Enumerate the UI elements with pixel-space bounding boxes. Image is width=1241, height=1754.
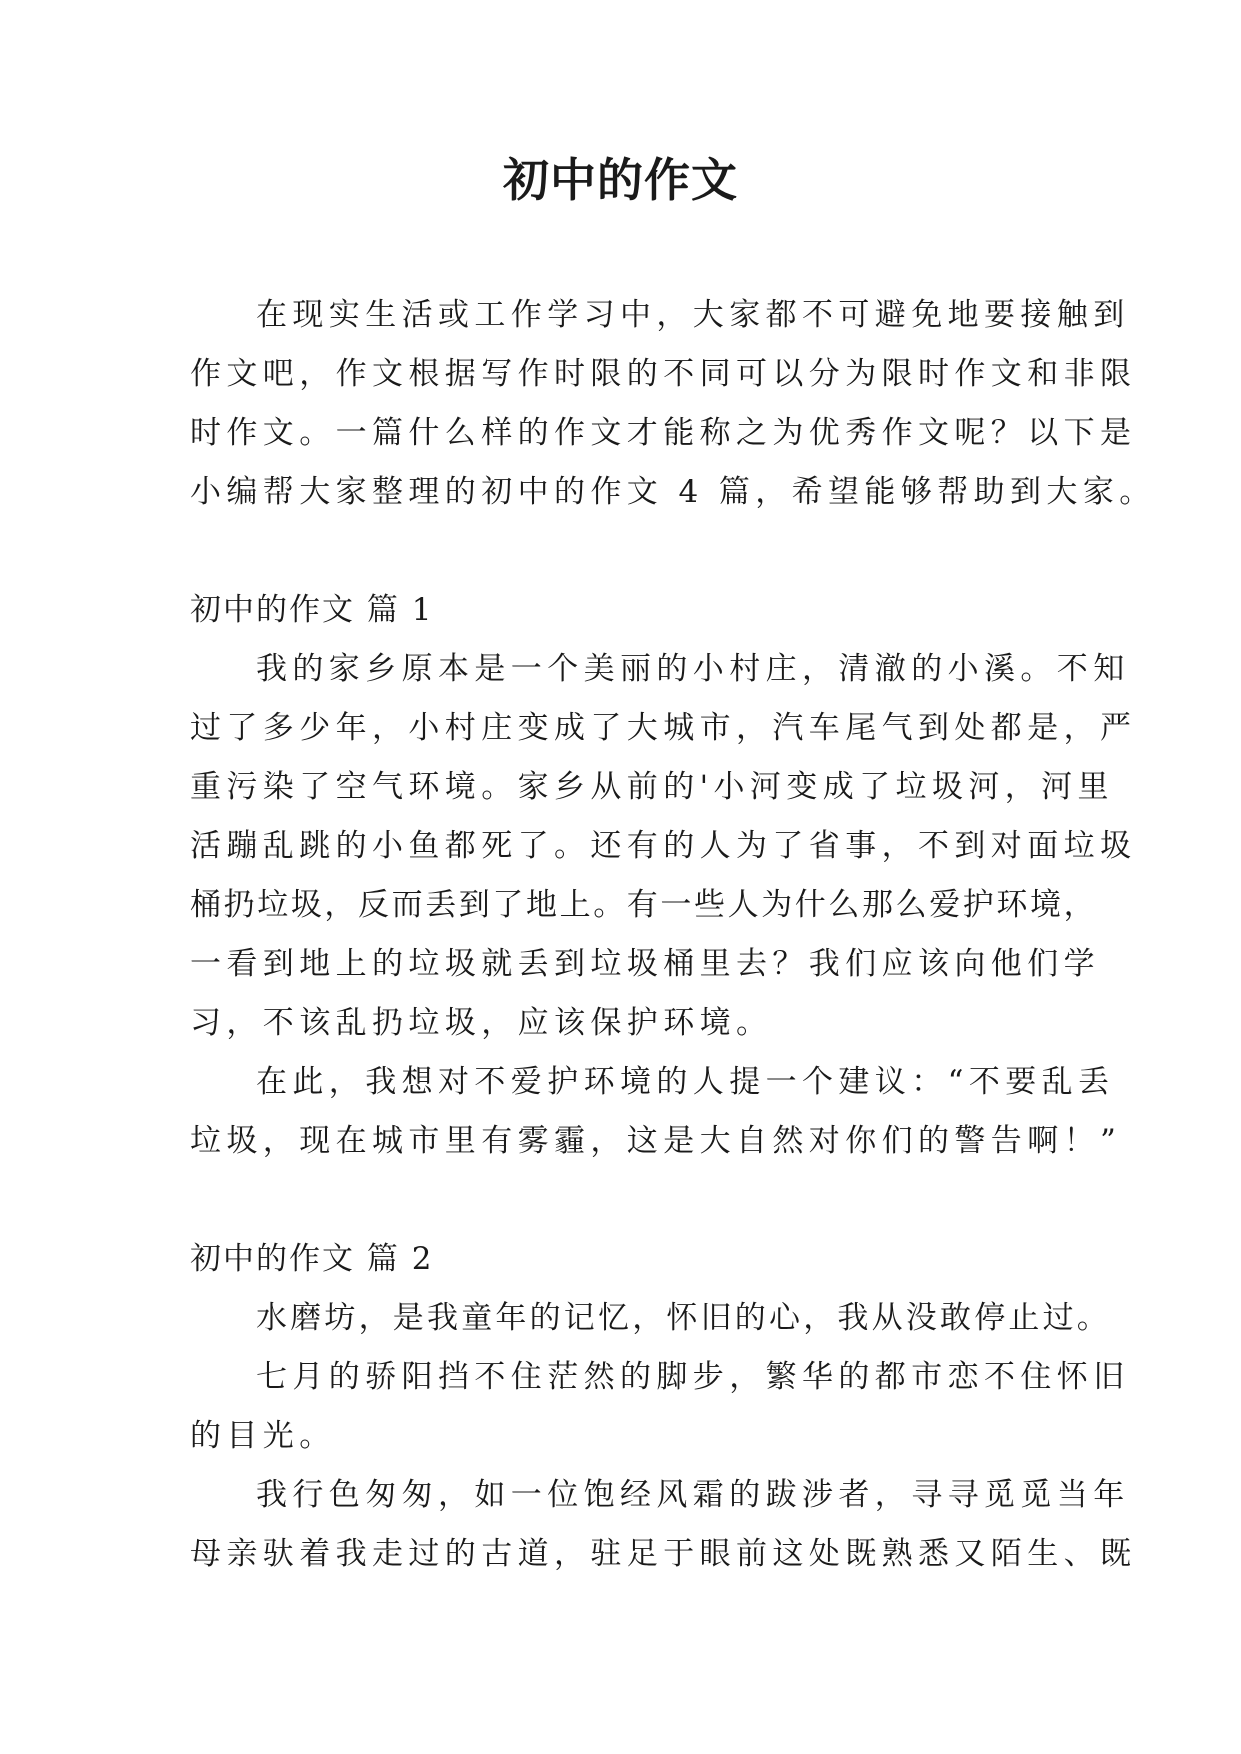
text-line: 过了多少年，小村庄变成了大城市，汽车尾气到处都是，严 <box>190 710 1137 746</box>
paragraph-gap <box>190 522 1070 581</box>
text-line: 在此，我想对不爱护环境的人提一个建议：“不要乱丢 <box>256 1064 1115 1100</box>
text-line: 垃圾，现在城市里有雾霾，这是大自然对你们的警告啊！” <box>190 1123 1122 1159</box>
document-title: 初中的作文 <box>503 153 738 207</box>
section-heading-1: 初中的作文 篇 1 <box>190 592 434 628</box>
text-line: 习，不该乱扔垃圾，应该保护环境。 <box>190 1005 773 1041</box>
text-line: 水磨坊，是我童年的记忆，怀旧的心，我从没敢停止过。 <box>256 1300 1111 1336</box>
text-line: 我行色匆匆，如一位饱经风霜的跋涉者，寻寻觅觅当年 <box>256 1477 1130 1513</box>
text-line: 母亲驮着我走过的古道，驻足于眼前这处既熟悉又陌生、既 <box>190 1536 1137 1572</box>
section-heading-2: 初中的作文 篇 2 <box>190 1241 434 1277</box>
text-line: 小编帮大家整理的初中的作文 4 篇，希望能够帮助到大家。 <box>190 474 1156 510</box>
document-body <box>190 286 1156 1584</box>
section2-paragraph-2 <box>190 1348 1130 1466</box>
section1-paragraph-1 <box>190 640 1137 1053</box>
text-line: 作文吧，作文根据写作时限的不同可以分为限时作文和非限 <box>190 356 1137 392</box>
text-line: 时作文。一篇什么样的作文才能称之为优秀作文呢？以下是 <box>190 415 1137 451</box>
text-line: 重污染了空气环境。家乡从前的'小河变成了垃圾河，河里 <box>190 769 1114 805</box>
text-line: 桶扔垃圾，反而丢到了地上。有一些人为什么那么爱护环境， <box>190 887 1098 923</box>
section2-paragraph-1 <box>190 1289 1111 1348</box>
intro-paragraph <box>190 286 1156 522</box>
text-line: 在现实生活或工作学习中，大家都不可避免地要接触到 <box>256 297 1130 333</box>
text-line: 活蹦乱跳的小鱼都死了。还有的人为了省事，不到对面垃圾 <box>190 828 1137 864</box>
section1-paragraph-2 <box>190 1053 1122 1171</box>
text-line: 七月的骄阳挡不住茫然的脚步，繁华的都市恋不住怀旧 <box>256 1359 1130 1395</box>
text-line: 的目光。 <box>190 1418 336 1454</box>
text-line: 我的家乡原本是一个美丽的小村庄，清澈的小溪。不知 <box>256 651 1130 687</box>
paragraph-gap <box>190 1171 1070 1230</box>
section2-paragraph-3 <box>190 1466 1137 1584</box>
text-line: 一看到地上的垃圾就丢到垃圾桶里去？我们应该向他们学 <box>190 946 1100 982</box>
